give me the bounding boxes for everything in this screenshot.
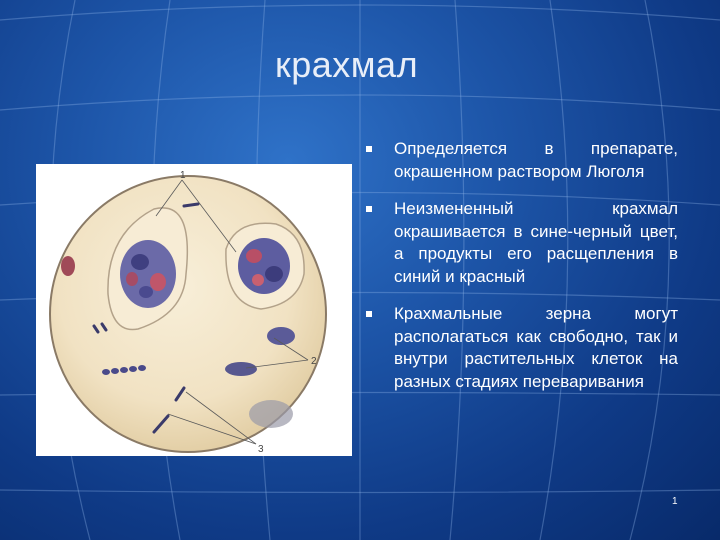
bullet-square-icon (366, 206, 372, 212)
microscope-figure (36, 164, 352, 456)
page-number: 1 (672, 496, 678, 507)
figure-label-2: 2 (311, 356, 317, 367)
bullet-square-icon (366, 311, 372, 317)
bullet-text: Определяется в препарате, окрашенном раствором Люголя (394, 139, 678, 181)
bullet-item (362, 138, 678, 183)
bullet-text: Крахмальные зерна могут располагаться как свободно, так и внутри растительных клеток на разных стадиях переваривания (394, 304, 678, 391)
bullet-item (362, 303, 678, 393)
bullet-list (362, 138, 678, 408)
starch-cluster-right (238, 238, 290, 294)
figure-label-1: 1 (180, 170, 186, 181)
bullet-text: Неизмененный крахмал окрашивается в сине-черный цвет, а продукты его расщепления в синий и красный (394, 199, 678, 286)
figure-label-3: 3 (258, 444, 264, 455)
bullet-square-icon (366, 146, 372, 152)
slide-title: крахмал (275, 44, 419, 85)
bullet-item (362, 198, 678, 288)
